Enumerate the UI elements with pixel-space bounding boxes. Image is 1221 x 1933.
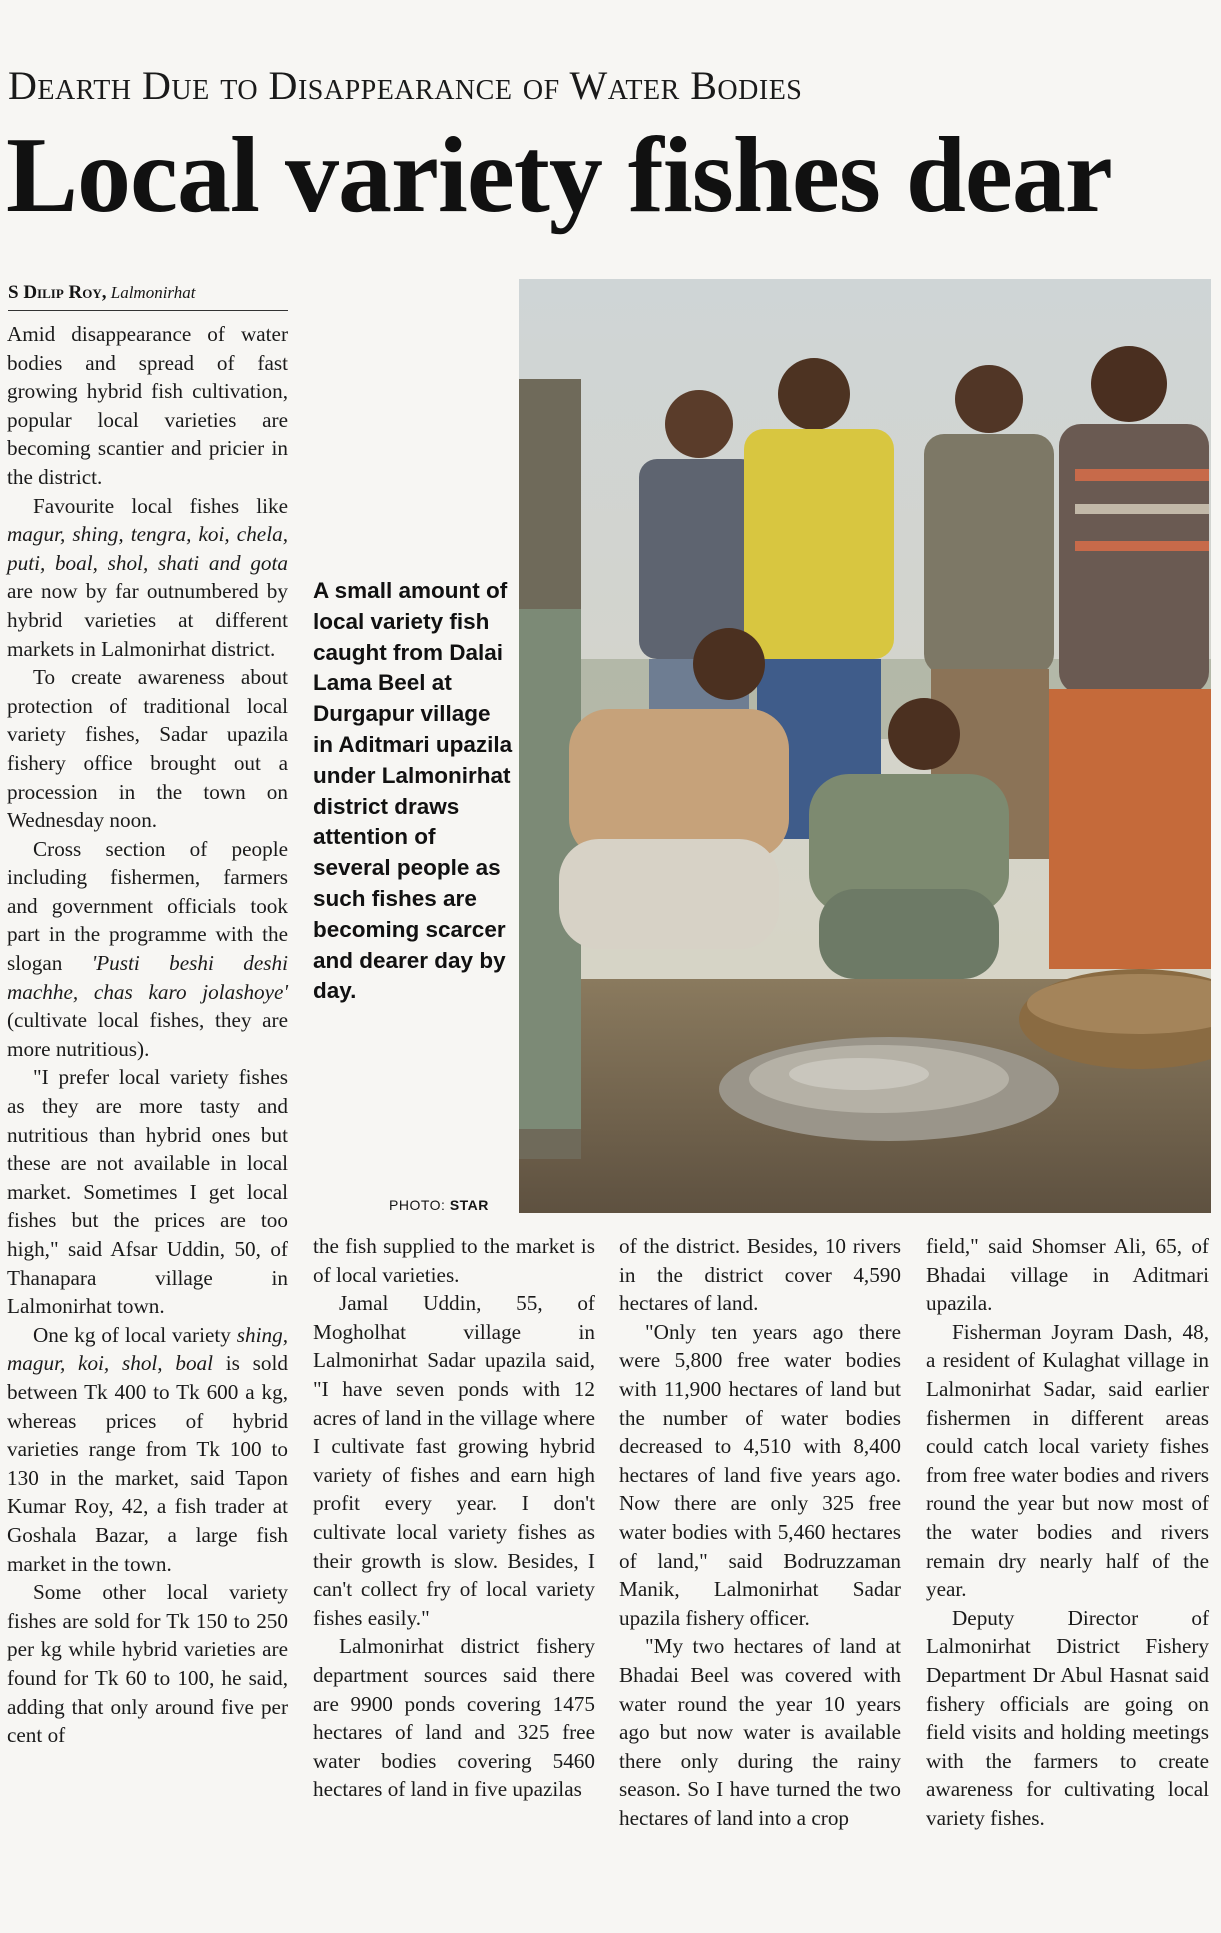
paragraph: Jamal Uddin, 55, of Mogholhat village in Lalmonirhat Sadar upazila said, "I have seven ponds with 12 acres of land in the village where I cultivate fast growing hybrid variety of fishes and earn high profit every year. I don't cultivate local variety fishes as their growth is slow. Besides, I can't collect fry of local variety fishes easily." [313,1291,595,1630]
byline [8,282,288,311]
paragraph: Deputy Director of Lalmonirhat District Fishery Department Dr Abul Hasnat said fishery officials are going on field visits and holding meetings with the farmers to create awareness for cultivating local variety fishes. [926,1605,1209,1830]
photo-caption: A small amount of local variety fish caught from Dalai Lama Beel at Durgapur village in Aditmari upazila under Lalmonirhat district draws attention of several people as such fishes are becoming scarcer and dearer day by day. [313,578,513,1004]
fish-names: magur, shing, tengra, koi, chela, puti, boal, shol, shati and gota [7,522,288,575]
paragraph: "I prefer local variety fishes as they are more tasty and nutritious than hybrid ones but these are not available in local market. Sometimes I get local fishes but the prices are too high," said Afsar Uddin, 50, of Thanapara village in Lalmonirhat town. [7,1065,288,1319]
paragraph: "Only ten years ago there were 5,800 free water bodies with 11,900 hectares of land but the number of water bodies decreased to 4,510 with 8,400 hectares of land five years ago. Now there are only 325 free water bodies with 5,460 hectares of land," said Bodruzzaman Manik, Lalmonirhat Sadar upazila fishery officer. [619,1319,901,1630]
column-1 [7,320,288,1750]
paragraph: of the district. Besides, 10 rivers in the district cover 4,590 hectares of land. [619,1234,901,1316]
photo-credit-label: PHOTO: [389,1197,446,1213]
fish-names: shing, magur, koi, shol, boal [7,1322,288,1376]
paragraph: Some other local variety fishes are sold for Tk 150 to 250 per kg while hybrid varieties are found for Tk 60 to 100, he said, adding that only around five per cent of [7,1580,288,1748]
paragraph: To create awareness about protection of traditional local variety fishes, Sadar upazila fishery office brought out a procession in the town on Wednesday noon. [7,665,288,833]
paragraph: Lalmonirhat district fishery department sources said there are 9900 ponds covering 1475 hectares of land and 325 free water bodies covering 5460 hectares of land in five upazilas [313,1634,595,1802]
news-photo [519,279,1211,1213]
column-2 [313,1232,595,1804]
paragraph: field," said Shomser Ali, 65, of Bhadai village in Aditmari upazila. [926,1234,1209,1316]
photo-credit [389,1197,489,1213]
article-headline: Local variety fishes dear [6,116,1112,235]
column-4 [926,1232,1209,1832]
column-3 [619,1232,901,1832]
fishermen-photo-illustration [519,279,1211,1213]
paragraph: Favourite local fishes like magur, shing, tengra, koi, chela, puti, boal, shol, shati and gota are now by far outnumbered by hybrid varieties at different markets in Lalmonirhat district. [7,493,288,661]
paragraph: Cross section of people including fishermen, farmers and government officials took part in the programme with the slogan 'Pusti beshi deshi machhe, chas karo jolashoye' (cultivate local fishes, they are more nutritious). [7,836,288,1061]
paragraph: the fish supplied to the market is of local varieties. [313,1234,595,1287]
paragraph: Fisherman Joyram Dash, 48, a resident of Kulaghat village in Lalmonirhat Sadar, said earlier fishermen in different areas could catch local variety fishes from free water bodies and rivers round the year but now most of the water bodies and rivers remain dry nearly half of the year. [926,1319,1209,1602]
paragraph: One kg of local variety shing, magur, koi, shol, boal is sold between Tk 400 to Tk 600 a kg, whereas prices of hybrid varieties range from Tk 100 to 130 in the market, said Tapon Kumar Roy, 42, a fish trader at Goshala Bazar, a large fish market in the town. [7,1322,289,1576]
paragraph: "My two hectares of land at Bhadai Beel was covered with water round the year 10 years ago but now water is available there only during the rainy season. So I have turned the two hectares of land into a crop [619,1634,901,1830]
byline-location: Lalmonirhat [110,283,196,302]
slogan: 'Pusti beshi deshi machhe, chas karo jolashoye' [7,951,288,1004]
article-kicker: Dearth Due to Disappearance of Water Bodies [8,63,803,108]
byline-author: S Dilip Roy, [8,282,107,303]
photo-credit-source: STAR [449,1197,489,1213]
paragraph: Amid disappearance of water bodies and spread of fast growing hybrid fish cultivation, popular local varieties are becoming scantier and pricier in the district. [7,322,288,489]
